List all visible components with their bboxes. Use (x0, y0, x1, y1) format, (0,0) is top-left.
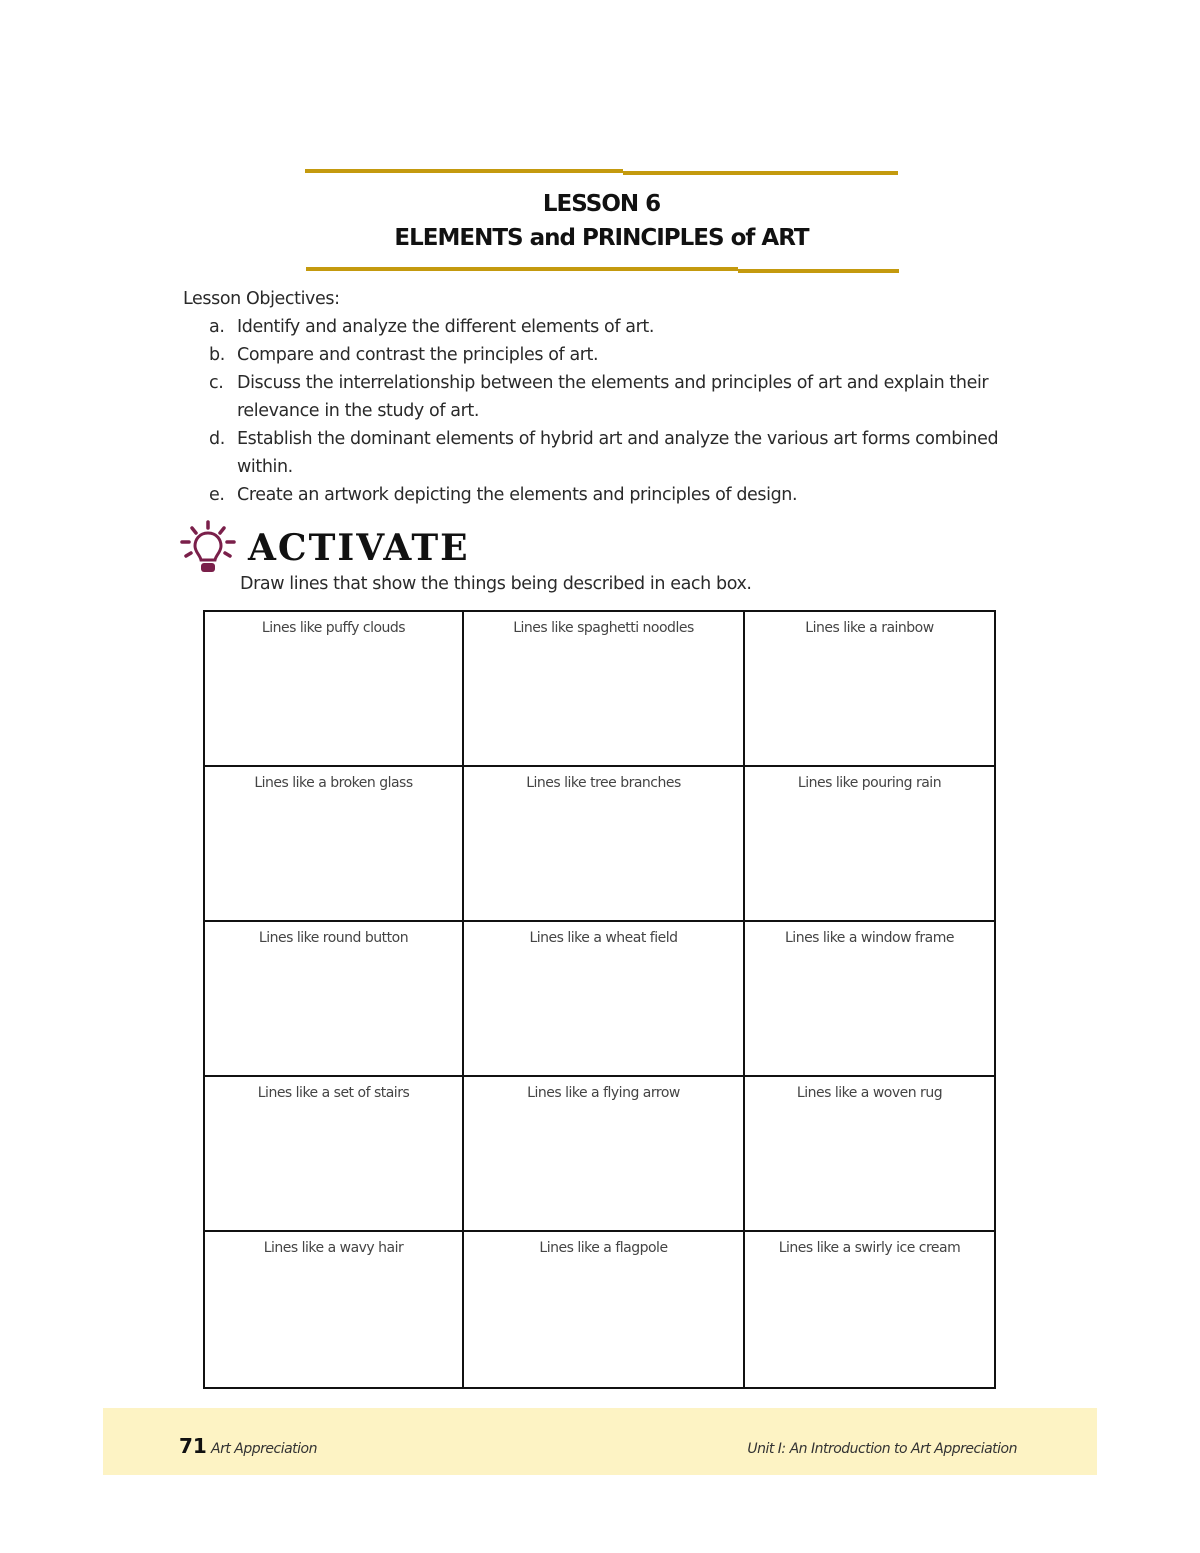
top-rule-right (623, 171, 898, 175)
objective-text: Establish the dominant elements of hybrid art and analyze the various art forms combined within. (237, 429, 999, 477)
grid-cell[interactable]: Lines like a flying arrow (464, 1077, 745, 1232)
top-rule-left (305, 169, 623, 173)
lesson-title: ELEMENTS and PRINCIPLES of ART (394, 225, 809, 251)
objective-text: Create an artwork depicting the elements and principles of design. (237, 485, 798, 505)
objective-text: Identify and analyze the different elements of art. (237, 317, 655, 337)
grid-cell[interactable]: Lines like round button (205, 922, 464, 1077)
objective-text: Compare and contrast the principles of art. (237, 345, 599, 365)
page-number: 71 (179, 1434, 207, 1458)
objectives-heading: Lesson Objectives: (183, 289, 340, 309)
bottom-rule-right (738, 269, 899, 273)
page-footer (103, 1408, 1097, 1475)
lesson-objectives (183, 285, 1003, 509)
grid-cell[interactable]: Lines like a window frame (745, 922, 994, 1077)
activity-instruction: Draw lines that show the things being described in each box. (240, 574, 752, 594)
course-name: Art Appreciation (211, 1441, 317, 1457)
objective-text: Discuss the interrelationship between the elements and principles of art and explain their relevance in the study of art. (237, 373, 989, 421)
lesson-number: LESSON 6 (542, 191, 661, 217)
objective-item (183, 369, 1003, 425)
grid-cell[interactable]: Lines like a swirly ice cream (778, 1240, 961, 1256)
grid-cell[interactable]: Lines like pouring rain (745, 767, 994, 922)
grid-cell[interactable]: Lines like a woven rug (745, 1077, 994, 1232)
unit-title: Unit I: An Introduction to Art Appreciation (747, 1441, 1017, 1457)
objective-marker: c. (209, 373, 224, 393)
grid-cell[interactable]: Lines like puffy clouds (205, 612, 464, 767)
drawing-grid (203, 610, 996, 1389)
objective-item (183, 313, 1003, 341)
grid-cell[interactable]: Lines like a wheat field (464, 922, 745, 1077)
objectives-list (183, 313, 1003, 509)
bottom-rule-left (306, 267, 738, 271)
activate-heading: ACTIVATE (248, 527, 470, 569)
objective-item (183, 481, 1003, 509)
grid-cell[interactable]: Lines like a flagpole (464, 1232, 745, 1387)
grid-cell[interactable]: Lines like tree branches (464, 767, 745, 922)
objective-item (183, 341, 1003, 369)
objective-marker: b. (209, 345, 225, 365)
grid-cell[interactable]: Lines like spaghetti noodles (464, 612, 745, 767)
lightbulb-icon (180, 520, 236, 578)
grid-cell[interactable]: Lines like a broken glass (205, 767, 464, 922)
grid-cell[interactable]: Lines like a wavy hair (205, 1232, 464, 1387)
objective-marker: a. (209, 317, 225, 337)
grid-cell[interactable]: Lines like a rainbow (745, 612, 994, 767)
objective-item (183, 425, 1003, 481)
grid-cell[interactable]: Lines like a set of stairs (205, 1077, 464, 1232)
objective-marker: d. (209, 429, 225, 449)
objective-marker: e. (209, 485, 225, 505)
